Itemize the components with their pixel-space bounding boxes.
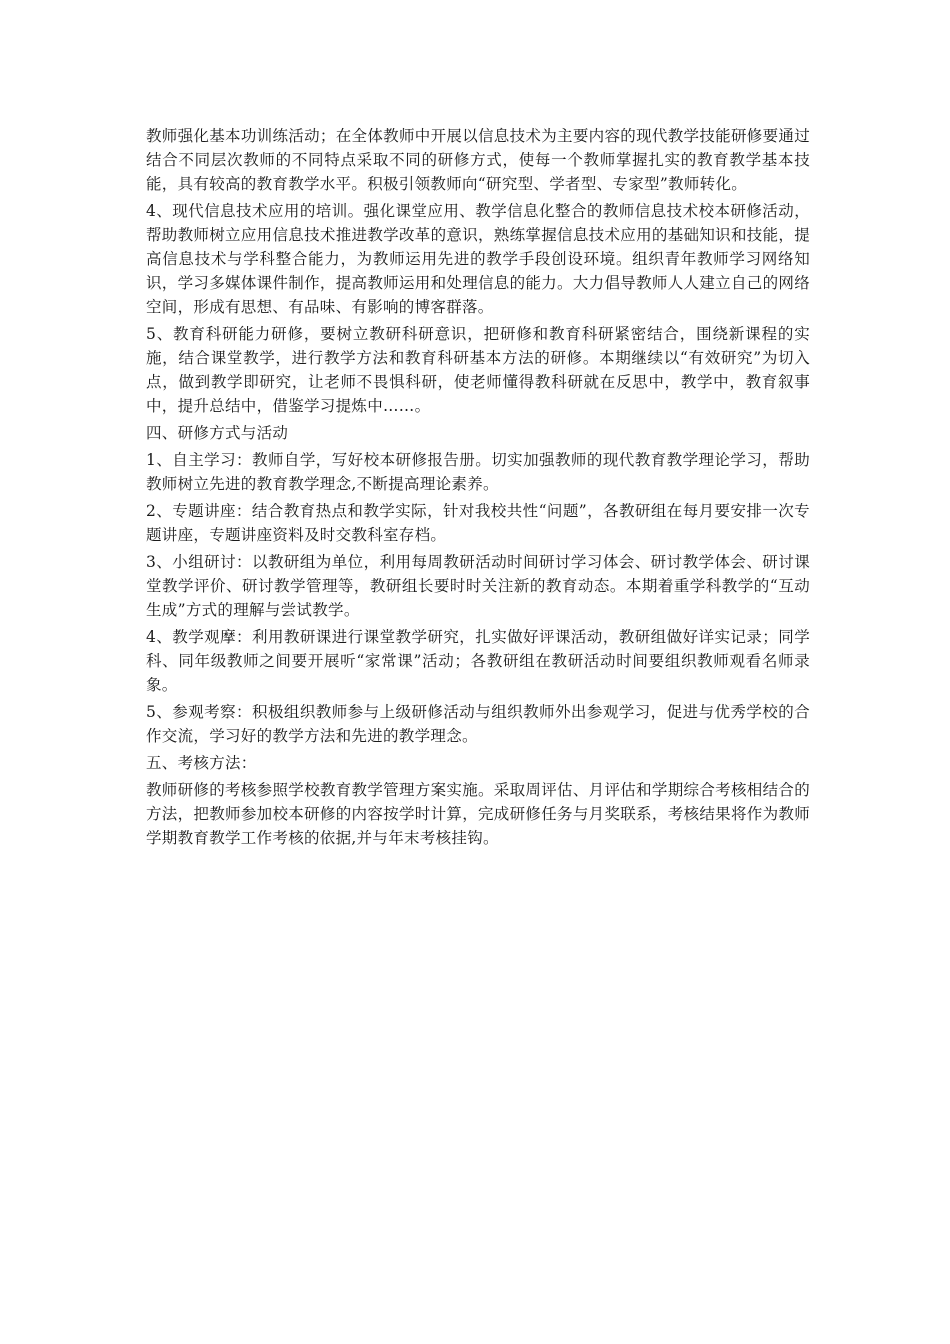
paragraph-item-5-research: 5、教育科研能力研修，要树立教研科研意识，把研修和教育科研紧密结合，围绕新课程的实施，结合课堂教学，进行教学方法和教育科研基本方法的研修。本期继续以“有效研究”为切入点，做到教学即研究，让老师不畏惧科研，使老师懂得教科研就在反思中，教学中，教育叙事中，提升总结中，借鉴学习提炼中……。 bbox=[146, 325, 810, 415]
paragraph-self-study: 1、自主学习：教师自学，写好校本研修报告册。切实加强教师的现代教育教学理论学习，帮助教师树立先进的教育教学理念,不断提高理论素养。 bbox=[146, 451, 810, 493]
paragraph-group-discussion: 3、小组研讨：以教研组为单位，利用每周教研活动时间研讨学习体会、研讨教学体会、研讨课堂教学评价、研讨教学管理等，教研组长要时时关注新的教育动态。本期着重学科教学的“互动生成”方式的理解与尝试教学。 bbox=[146, 553, 810, 619]
paragraph-assessment: 教师研修的考核参照学校教育教学管理方案实施。采取周评估、月评估和学期综合考核相结合的方法，把教师参加校本研修的内容按学时计算，完成研修任务与月奖联系，考核结果将作为教师学期教育教学工作考核的依据,并与年末考核挂钩。 bbox=[146, 781, 810, 847]
section-heading-4: 四、研修方式与活动 bbox=[146, 424, 289, 442]
paragraph-lectures: 2、专题讲座：结合教育热点和教学实际，针对我校共性“问题”，各教研组在每月要安排一次专题讲座，专题讲座资料及时交教科室存档。 bbox=[146, 502, 810, 544]
paragraph-observation: 4、教学观摩：利用教研课进行课堂教学研究，扎实做好评课活动，教研组做好详实记录；同学科、同年级教师之间要开展听“家常课”活动；各教研组在教研活动时间要组织教师观看名师录象。 bbox=[146, 628, 810, 694]
section-heading-5: 五、考核方法： bbox=[146, 754, 257, 772]
paragraph-item-4-it-training: 4、现代信息技术应用的培训。强化课堂应用、教学信息化整合的教师信息技术校本研修活动，帮助教师树立应用信息技术推进教学改革的意识，熟练掌握信息技术应用的基础知识和技能，提高信息技术与学科整合能力，为教师运用先进的教学手段创设环境。组织青年教师学习网络知识，学习多媒体课件制作，提高教师运用和处理信息的能力。大力倡导教师人人建立自己的网络空间，形成有思想、有品味、有影响的博客群落。 bbox=[146, 202, 810, 316]
document-body bbox=[146, 124, 810, 853]
paragraph-teacher-training: 教师强化基本功训练活动；在全体教师中开展以信息技术为主要内容的现代教学技能研修要通过结合不同层次教师的不同特点采取不同的研修方式，使每一个教师掌握扎实的教育教学基本技能，具有较高的教育教学水平。积极引领教师向“研究型、学者型、专家型”教师转化。 bbox=[146, 127, 810, 193]
paragraph-visits: 5、参观考察：积极组织教师参与上级研修活动与组织教师外出参观学习，促进与优秀学校的合作交流，学习好的教学方法和先进的教学理念。 bbox=[146, 703, 810, 745]
